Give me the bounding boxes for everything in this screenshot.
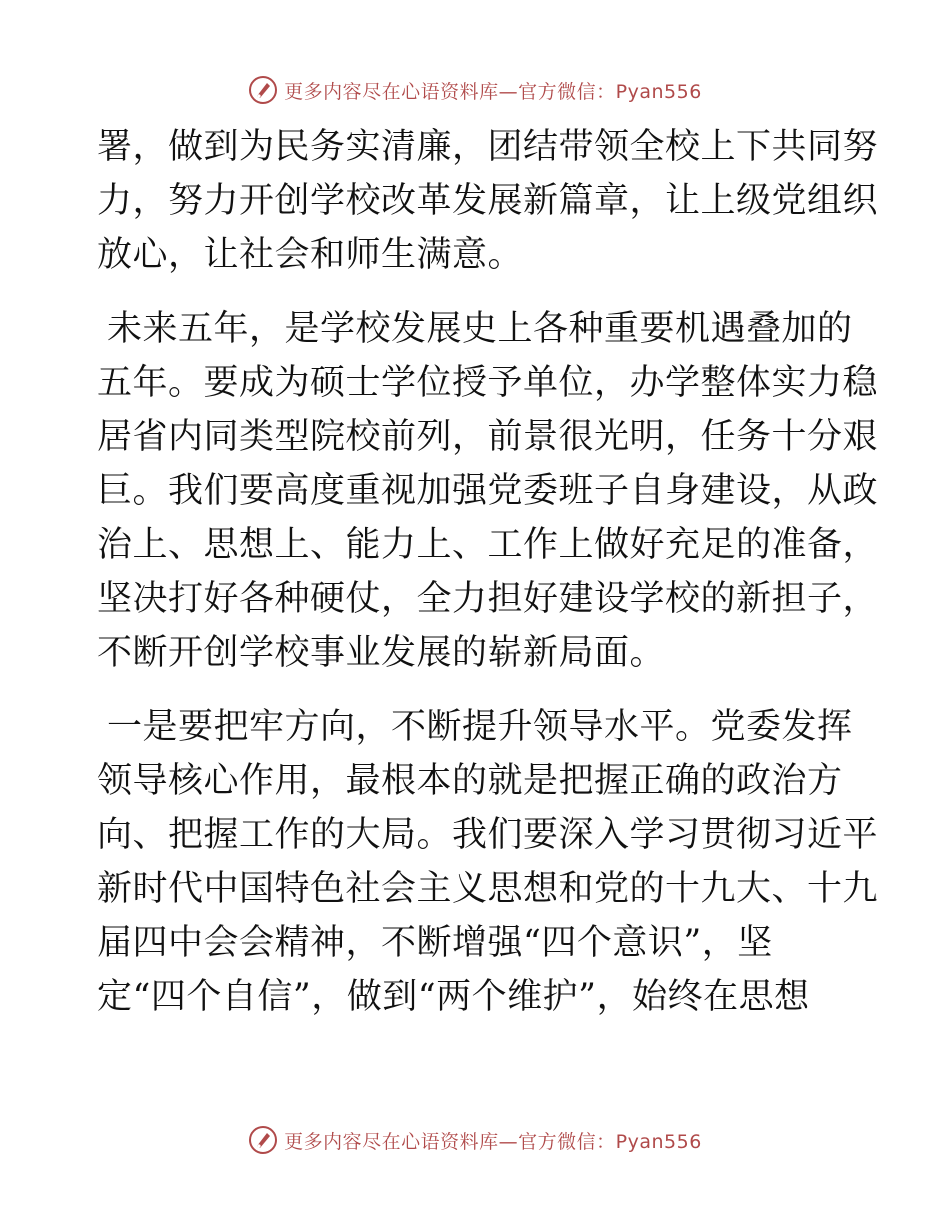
text-line: 届四中会会精神，不断增强“四个意识”，坚 xyxy=(97,923,773,963)
text-line: 坚决打好各种硬仗，全力担好建设学校的新担子， xyxy=(97,579,879,619)
pen-nib-logo-icon xyxy=(248,75,278,105)
text-line: 巨。我们要高度重视加强党委班子自身建设，从政 xyxy=(97,471,879,511)
footer-watermark xyxy=(0,1120,950,1160)
text-line: 治上、思想上、能力上、工作上做好充足的准备， xyxy=(97,525,879,565)
text-line: 五年。要成为硕士学位授予单位，办学整体实力稳 xyxy=(97,363,879,403)
watermark-text: 更多内容尽在心语资料库—官方微信：Pyan556 xyxy=(284,80,702,103)
header-watermark xyxy=(0,70,950,110)
text-line: 力，努力开创学校改革发展新篇章，让上级党组织 xyxy=(97,181,879,221)
text-line: 领导核心作用，最根本的就是把握正确的政治方 xyxy=(97,761,843,801)
paragraph xyxy=(97,302,879,680)
text-line: 放心，让社会和师生满意。 xyxy=(97,235,524,275)
watermark-text: 更多内容尽在心语资料库—官方微信：Pyan556 xyxy=(284,1130,702,1153)
paragraph xyxy=(97,700,879,1024)
text-line: 署，做到为民务实清廉，团结带领全校上下共同努 xyxy=(97,127,879,167)
text-line: 定“四个自信”，做到“两个维护”，始终在思想 xyxy=(97,977,810,1017)
text-line: 新时代中国特色社会主义思想和党的十九大、十九 xyxy=(97,869,879,909)
pen-nib-logo-icon xyxy=(248,1125,278,1155)
text-line: 一是要把牢方向，不断提升领导水平。党委发挥 xyxy=(107,707,853,747)
text-line: 向、把握工作的大局。我们要深入学习贯彻习近平 xyxy=(97,815,879,855)
text-line: 不断开创学校事业发展的崭新局面。 xyxy=(97,633,666,673)
text-line: 未来五年，是学校发展史上各种重要机遇叠加的 xyxy=(107,309,853,349)
document-body xyxy=(97,120,879,1024)
paragraph xyxy=(97,120,879,282)
text-line: 居省内同类型院校前列，前景很光明，任务十分艰 xyxy=(97,417,879,457)
